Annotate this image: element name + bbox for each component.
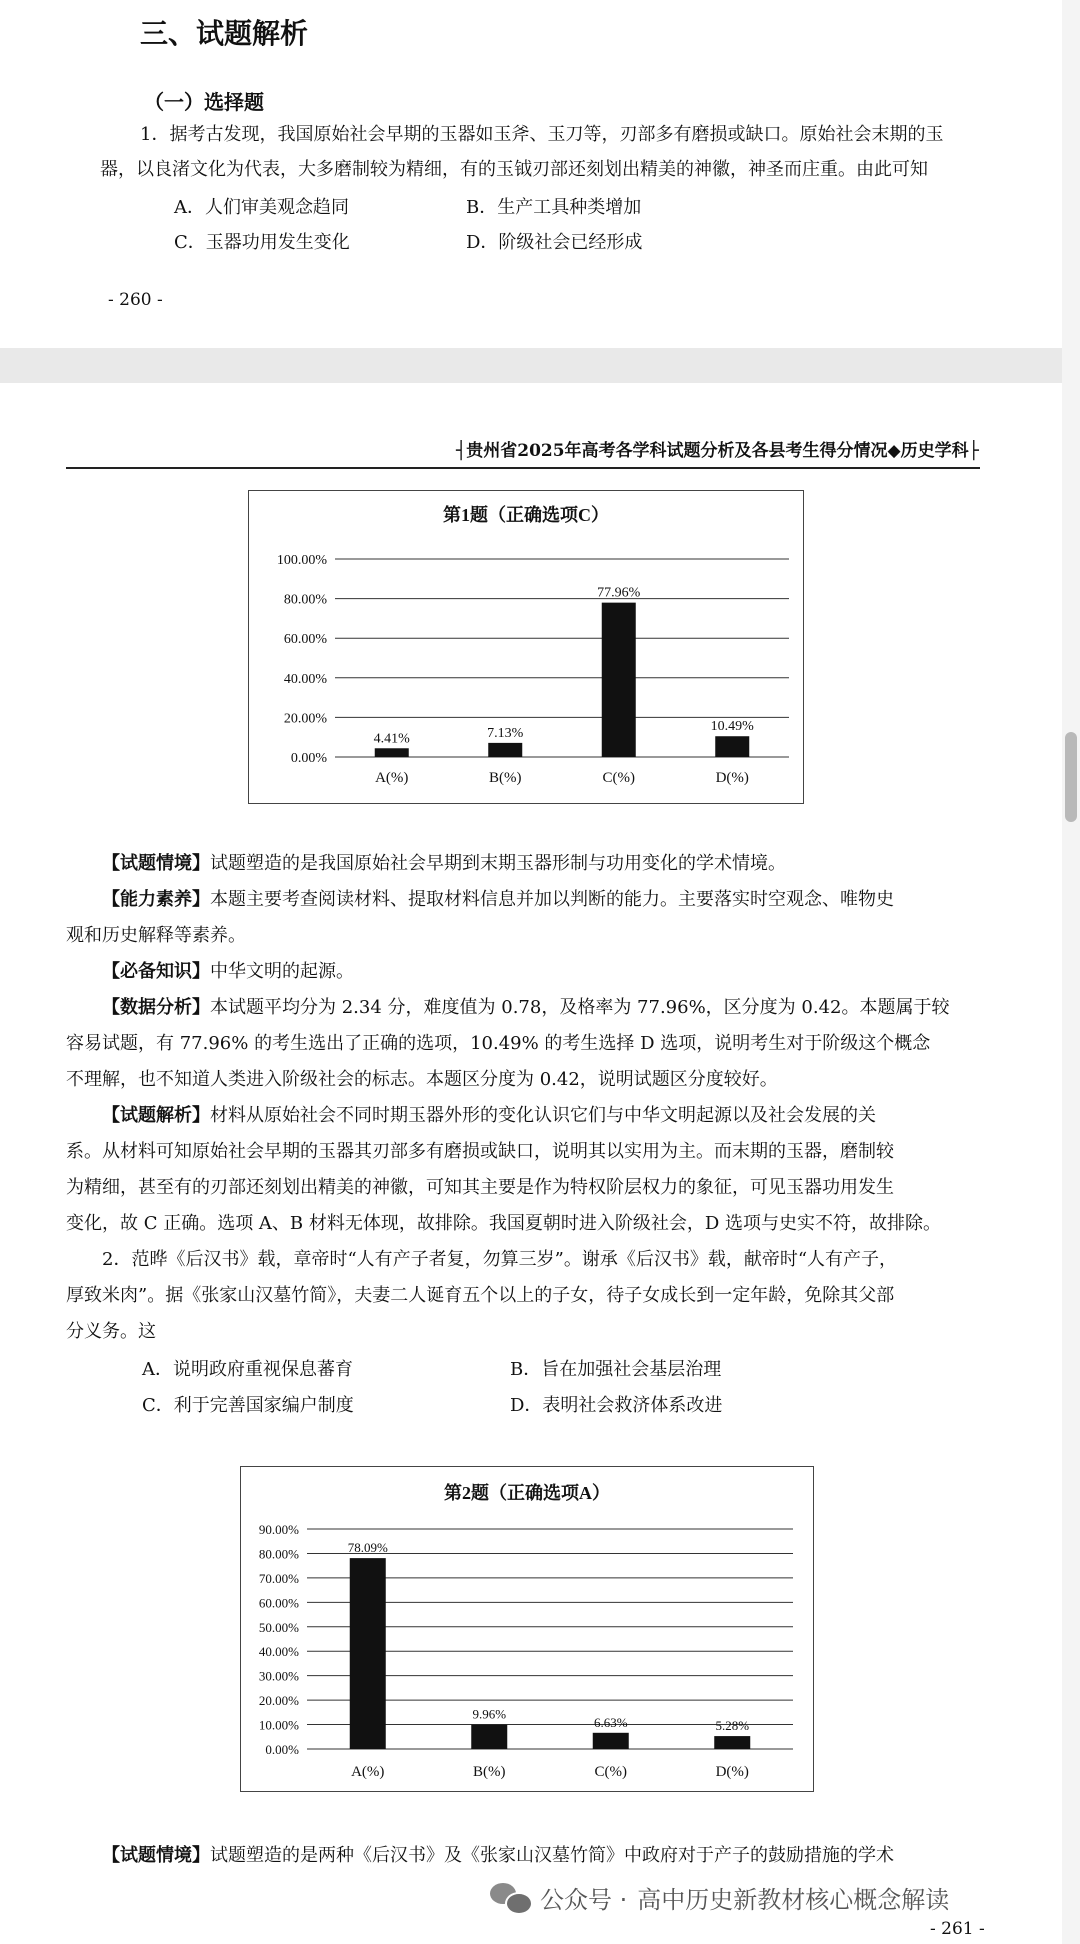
q1-ability-tag: 【能力素养】: [102, 889, 210, 910]
y-tick-label: 0.00%: [265, 1742, 299, 1757]
q1-ability-paragraph: [66, 882, 982, 954]
q1-context-paragraph: [66, 846, 982, 882]
data-label: 77.96%: [597, 585, 641, 601]
question-1-stem-line1: 1．据考古发现，我国原始社会早期的玉器如玉斧、玉刀等，刃部多有磨损或缺口。原始社会末期的玉: [140, 124, 944, 145]
wechat-icon: [490, 1883, 530, 1913]
wechat-watermark: [490, 1880, 949, 1915]
chart-q2-svg: [241, 1467, 813, 1791]
q1-knowledge-text: 中华文明的起源。: [210, 961, 354, 982]
x-tick-label: D(%): [715, 770, 749, 786]
y-tick-label: 0.00%: [290, 751, 327, 766]
chart-title: 第1题（正确选项C）: [443, 505, 609, 525]
data-label: 9.96%: [472, 1706, 507, 1722]
q1-knowledge-paragraph: [66, 954, 982, 990]
page-260: [0, 0, 1062, 348]
question-2-line2: 厚致米肉”。据《张家山汉墓竹简》，夫妻二人诞育五个以上的子女，待子女成长到一定年龄，免除其父部: [66, 1285, 895, 1306]
chart-q1-svg: [249, 491, 803, 803]
q2-option-c: C．利于完善国家编户制度: [142, 1395, 354, 1416]
y-tick-label: 30.00%: [258, 1668, 299, 1684]
q2-context-tag: 【试题情境】: [102, 1845, 210, 1866]
q1-data-tag: 【数据分析】: [102, 997, 210, 1018]
q1-analysis-line2: 系。从材料可知原始社会早期的玉器其刃部多有磨损或缺口，说明其以实用为主。而末期的玉器，磨制较: [66, 1141, 894, 1162]
q1-analysis-tag: 【试题解析】: [102, 1105, 210, 1126]
bar-a: [375, 748, 409, 757]
question-2-line1: 2．范晔《后汉书》载，章帝时“人有产子者复，勿算三岁”。谢承《后汉书》载，献帝时“人有产子，: [102, 1249, 898, 1270]
question-2-stem: [66, 1242, 982, 1350]
x-tick-label: D(%): [715, 1764, 749, 1780]
y-tick-label: 10.00%: [258, 1717, 299, 1733]
y-tick-label: 40.00%: [283, 671, 327, 687]
chart-q1: [248, 490, 804, 804]
y-tick-label: 50.00%: [258, 1619, 299, 1635]
bar-b: [471, 1725, 507, 1749]
q1-analysis-line4: 变化，故 C 正确。选项 A、B 材料无体现，故排除。我国夏朝时进入阶级社会，D 选项与史实不符，故排除。: [66, 1213, 942, 1234]
x-tick-label: C(%): [602, 770, 635, 786]
q1-data-line3: 不理解，也不知道人类进入阶级社会的标志。本题区分度为 0.42，说明试题区分度较好。: [66, 1069, 778, 1090]
watermark-name: 高中历史新教材核心概念解读: [637, 1886, 950, 1914]
y-tick-label: 20.00%: [258, 1693, 299, 1709]
data-label: 6.63%: [593, 1714, 628, 1730]
q1-data-line1: 本试题平均分为 2.34 分，难度值为 0.78，及格率为 77.96%，区分度为 0.42。本题属于较: [210, 997, 950, 1018]
q2-option-b: B．旨在加强社会基层治理: [510, 1359, 722, 1380]
q1-option-c: C．玉器功用发生变化: [174, 232, 350, 253]
q1-ability-line2: 观和历史解释等素养。: [66, 925, 246, 946]
section-title: 三、试题解析: [140, 17, 309, 50]
data-label: 78.09%: [347, 1540, 388, 1556]
x-tick-label: A(%): [375, 770, 409, 786]
y-tick-label: 80.00%: [283, 592, 327, 608]
y-tick-label: 60.00%: [283, 632, 327, 648]
subsection-title: （一）选择题: [144, 90, 264, 114]
data-label: 10.49%: [710, 719, 754, 735]
q1-data-paragraph: [66, 990, 982, 1098]
q2-option-a: A．说明政府重视保息蕃育: [142, 1359, 353, 1380]
q2-option-d: D．表明社会救济体系改进: [510, 1395, 723, 1416]
bar-c: [602, 603, 636, 757]
q1-data-line2: 容易试题，有 77.96% 的考生选出了正确的选项，10.49% 的考生选择 D 选项，说明考生对于阶级这个概念: [66, 1033, 931, 1054]
chart-title: 第2题（正确选项A）: [444, 1483, 610, 1503]
data-label: 5.28%: [715, 1718, 750, 1734]
y-tick-label: 90.00%: [258, 1522, 299, 1537]
x-tick-label: A(%): [351, 1764, 385, 1780]
y-tick-label: 40.00%: [258, 1644, 299, 1660]
bar-d: [715, 736, 749, 757]
x-tick-label: C(%): [594, 1764, 627, 1780]
y-tick-label: 100.00%: [276, 553, 327, 568]
bar-c: [593, 1733, 629, 1749]
x-tick-label: B(%): [473, 1764, 506, 1780]
q1-analysis-line3: 为精细，甚至有的刃部还刻划出精美的神徽，可知其主要是作为特权阶层权力的象征，可见玉器功用发生: [66, 1177, 894, 1198]
data-label: 4.41%: [373, 731, 410, 747]
q1-analysis-paragraph: [66, 1098, 982, 1242]
data-label: 7.13%: [487, 725, 524, 741]
question-2-line3: 分义务。这: [66, 1321, 156, 1342]
q1-ability-line1: 本题主要考查阅读材料、提取材料信息并加以判断的能力。主要落实时空观念、唯物史: [210, 889, 894, 910]
q1-option-d: D．阶级社会已经形成: [466, 232, 643, 253]
page-number-261: - 261 -: [930, 1919, 985, 1939]
page-261: [0, 383, 1062, 1944]
q1-option-a: A．人们审美观念趋同: [174, 197, 349, 218]
x-tick-label: B(%): [489, 770, 522, 786]
bar-b: [488, 743, 522, 757]
y-tick-label: 70.00%: [258, 1570, 299, 1586]
q2-context-text: 试题塑造的是两种《后汉书》及《张家山汉墓竹简》中政府对于产子的鼓励措施的学术: [210, 1845, 894, 1866]
q1-context-text: 试题塑造的是我国原始社会早期到末期玉器形制与功用变化的学术情境。: [210, 853, 786, 874]
q1-knowledge-tag: 【必备知识】: [102, 961, 210, 982]
y-tick-label: 60.00%: [258, 1595, 299, 1611]
q2-context-paragraph: [66, 1838, 982, 1874]
bar-a: [350, 1558, 386, 1749]
header-rule: [66, 467, 980, 469]
question-1-stem-line2: 器，以良渚文化为代表，大多磨制较为精细，有的玉钺刃部还刻划出精美的神徽，神圣而庄重。由此可知: [100, 159, 928, 180]
q1-analysis-line1: 材料从原始社会不同时期玉器外形的变化认识它们与中华文明起源以及社会发展的关: [210, 1105, 876, 1126]
q1-option-b: B．生产工具种类增加: [466, 197, 642, 218]
scrollbar-thumb[interactable]: [1065, 732, 1077, 822]
page-number-260: - 260 -: [108, 290, 163, 310]
y-tick-label: 20.00%: [283, 711, 327, 727]
running-head: ┤贵州省2025年高考各学科试题分析及各县考生得分情况◆历史学科├: [456, 441, 979, 461]
bar-d: [714, 1736, 750, 1749]
watermark-prefix: 公众号 ·: [540, 1886, 628, 1914]
chart-q2: [240, 1466, 814, 1792]
vertical-scrollbar[interactable]: [1062, 0, 1080, 1944]
q1-context-tag: 【试题情境】: [102, 853, 210, 874]
y-tick-label: 80.00%: [258, 1546, 299, 1562]
